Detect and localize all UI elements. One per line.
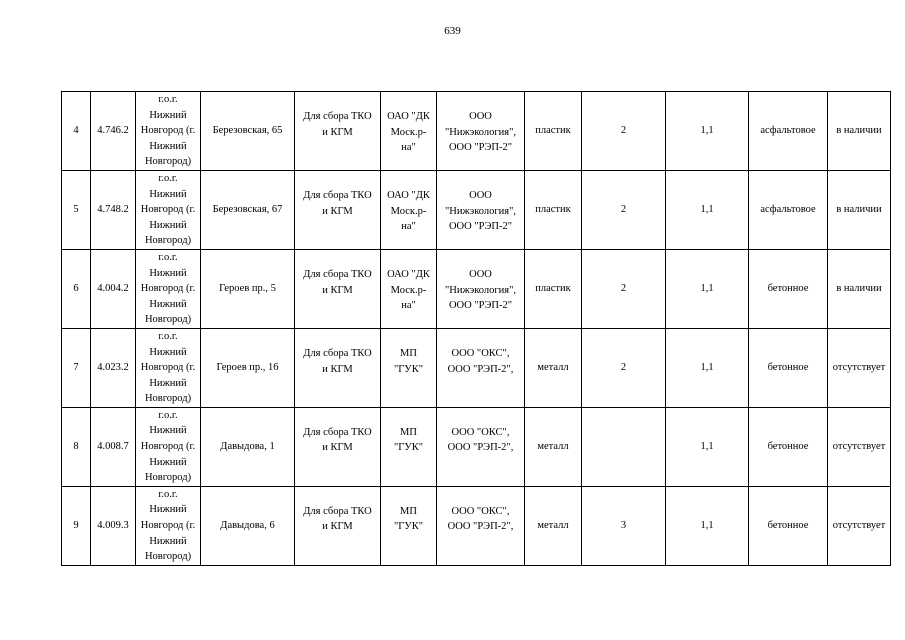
operator-cell — [437, 328, 525, 407]
owner-cell — [381, 170, 437, 249]
container-material-cell — [525, 92, 582, 171]
locality-line: Нижний — [149, 267, 187, 279]
table-row — [62, 407, 891, 486]
address-cell — [201, 92, 295, 171]
container-count-text: 3 — [620, 520, 627, 532]
owner-cell — [381, 249, 437, 328]
row-number-text: 8 — [73, 441, 79, 453]
site-code-text: 4.748.2 — [97, 204, 129, 216]
site-code-cell — [91, 486, 136, 565]
surface-type-cell — [749, 328, 828, 407]
owner-line: Моск.р- — [390, 284, 427, 296]
operator-line: ООО — [469, 111, 492, 122]
owner-line: ОАО "ДК — [387, 189, 430, 201]
locality-line: г.о.г. — [158, 94, 178, 105]
purpose-cell — [295, 170, 381, 249]
owner-line: ОАО "ДК — [387, 268, 430, 280]
table-row — [62, 92, 891, 171]
operator-line: ООО "ОКС", — [451, 347, 510, 359]
operator-line: ООО "ОКС", — [451, 505, 510, 517]
purpose-line: и КГМ — [322, 126, 353, 138]
container-material-text: металл — [537, 520, 569, 532]
address-cell — [201, 170, 295, 249]
container-volume-text: 1,1 — [700, 520, 714, 532]
container-volume-cell — [666, 170, 749, 249]
container-material-cell — [525, 407, 582, 486]
locality-line: Нижний — [149, 456, 187, 468]
purpose-line: и КГМ — [322, 363, 353, 375]
surface-type-cell — [749, 92, 828, 171]
locality-line: Новгород) — [144, 393, 192, 405]
purpose-line: Для сбора ТКО — [303, 111, 372, 122]
table-row — [62, 486, 891, 565]
purpose-line: Для сбора ТКО — [303, 505, 372, 517]
fence-status-cell — [828, 249, 891, 328]
container-volume-text: 1,1 — [700, 204, 714, 216]
locality-line: Нижний — [149, 219, 187, 231]
address-text: Давыдова, 6 — [220, 520, 275, 532]
operator-cell — [437, 170, 525, 249]
owner-cell — [381, 407, 437, 486]
container-volume-text: 1,1 — [700, 362, 714, 374]
owner-line: "ГУК" — [393, 442, 424, 454]
locality-line: г.о.г. — [158, 172, 178, 184]
container-volume-text: 1,1 — [700, 125, 714, 137]
operator-line: ООО "РЭП-2" — [448, 142, 513, 154]
site-code-cell — [91, 92, 136, 171]
locality-line: Нижний — [149, 425, 187, 437]
locality-line: Новгород) — [144, 314, 192, 326]
locality-line: Нижний — [149, 188, 187, 200]
operator-line: "Нижэкология", — [444, 284, 517, 296]
purpose-line: Для сбора ТКО — [303, 268, 372, 280]
surface-type-cell — [749, 170, 828, 249]
address-cell — [201, 328, 295, 407]
table-row — [62, 328, 891, 407]
owner-line: Моск.р- — [390, 205, 427, 217]
locality-line: Новгород (г. — [140, 125, 196, 137]
owner-line: на" — [401, 142, 416, 154]
container-volume-cell — [666, 407, 749, 486]
container-count-cell — [582, 170, 666, 249]
owner-cell — [381, 328, 437, 407]
operator-line: ООО — [469, 268, 492, 280]
locality-line: Новгород) — [144, 472, 192, 484]
operator-cell — [437, 407, 525, 486]
purpose-cell — [295, 328, 381, 407]
row-number-cell — [62, 92, 91, 171]
address-text: Березовская, 67 — [212, 204, 283, 216]
locality-line: г.о.г. — [158, 409, 178, 421]
locality-line: Новгород) — [144, 156, 192, 168]
purpose-cell — [295, 92, 381, 171]
container-count-text: 2 — [620, 283, 627, 295]
container-count-cell — [582, 407, 666, 486]
row-number-cell — [62, 328, 91, 407]
page-number: 639 — [444, 25, 461, 37]
site-code-cell — [91, 328, 136, 407]
locality-cell — [136, 328, 201, 407]
locality-line: Нижний — [149, 377, 187, 389]
container-material-text: пластик — [535, 125, 571, 137]
locality-line: Нижний — [149, 298, 187, 310]
operator-line: ООО "ОКС", — [451, 426, 510, 438]
purpose-line: Для сбора ТКО — [303, 347, 372, 359]
operator-line: ООО — [469, 189, 492, 201]
owner-line: на" — [401, 221, 416, 233]
surface-type-cell — [749, 249, 828, 328]
container-count-cell — [582, 486, 666, 565]
locality-line: Новгород (г. — [140, 362, 196, 374]
fence-status-cell — [828, 486, 891, 565]
container-count-cell — [582, 249, 666, 328]
purpose-line: и КГМ — [322, 442, 353, 454]
site-code-cell — [91, 407, 136, 486]
owner-line: МП — [400, 505, 417, 517]
container-count-text: 2 — [620, 362, 627, 374]
site-code-text: 4.023.2 — [97, 362, 129, 374]
locality-line: Нижний — [149, 140, 187, 152]
container-volume-cell — [666, 486, 749, 565]
locality-line: г.о.г. — [158, 488, 178, 500]
purpose-cell — [295, 407, 381, 486]
surface-type-text: бетонное — [767, 520, 809, 532]
container-material-cell — [525, 170, 582, 249]
owner-line: МП — [400, 347, 417, 359]
owner-line: МП — [400, 426, 417, 438]
owner-line: Моск.р- — [390, 126, 427, 138]
row-number-cell — [62, 407, 91, 486]
fence-status-cell — [828, 407, 891, 486]
locality-line: Нижний — [149, 535, 187, 547]
locality-cell — [136, 407, 201, 486]
container-material-cell — [525, 328, 582, 407]
address-text: Героев пр., 5 — [219, 283, 276, 295]
locality-line: Нижний — [149, 346, 187, 358]
locality-line: Новгород (г. — [140, 520, 196, 532]
site-code-text: 4.746.2 — [97, 125, 129, 137]
operator-cell — [437, 486, 525, 565]
row-number-text: 6 — [73, 283, 79, 295]
fence-status-text: отсутствует — [832, 520, 886, 532]
table-row — [62, 170, 891, 249]
operator-line: ООО "РЭП-2", — [447, 363, 514, 375]
container-count-text: 2 — [620, 125, 627, 137]
locality-line: г.о.г. — [158, 251, 178, 263]
operator-line: ООО "РЭП-2", — [447, 521, 514, 533]
purpose-cell — [295, 486, 381, 565]
locality-cell — [136, 249, 201, 328]
operator-line: ООО "РЭП-2" — [448, 221, 513, 233]
owner-line: "ГУК" — [393, 363, 424, 375]
owner-line: на" — [401, 300, 416, 312]
row-number-cell — [62, 170, 91, 249]
locality-cell — [136, 486, 201, 565]
surface-type-text: бетонное — [767, 362, 809, 374]
purpose-line: и КГМ — [322, 284, 353, 296]
purpose-line: и КГМ — [322, 205, 353, 217]
surface-type-text: асфальтовое — [760, 204, 816, 216]
surface-type-text: бетонное — [767, 441, 809, 453]
owner-line: "ГУК" — [393, 521, 424, 533]
container-volume-cell — [666, 249, 749, 328]
owner-cell — [381, 486, 437, 565]
site-code-text: 4.004.2 — [97, 283, 129, 295]
operator-line: ООО "РЭП-2", — [447, 442, 514, 454]
row-number-text: 7 — [73, 362, 79, 374]
locality-line: Новгород) — [144, 551, 192, 563]
locality-line: Новгород (г. — [140, 441, 196, 453]
surface-type-cell — [749, 407, 828, 486]
container-material-text: пластик — [535, 283, 571, 295]
address-text: Героев пр., 16 — [216, 362, 279, 374]
operator-cell — [437, 92, 525, 171]
surface-type-text: бетонное — [767, 283, 809, 295]
owner-cell — [381, 92, 437, 171]
container-count-cell — [582, 92, 666, 171]
address-cell — [201, 407, 295, 486]
container-volume-text: 1,1 — [700, 441, 714, 453]
row-number-cell — [62, 486, 91, 565]
container-volume-cell — [666, 328, 749, 407]
locality-line: Новгород (г. — [140, 283, 196, 295]
container-material-cell — [525, 486, 582, 565]
fence-status-cell — [828, 92, 891, 171]
operator-line: "Нижэкология", — [444, 126, 517, 138]
locality-line: Новгород) — [144, 235, 192, 247]
purpose-cell — [295, 249, 381, 328]
purpose-line: Для сбора ТКО — [303, 189, 372, 201]
locality-line: Нижний — [149, 109, 187, 121]
container-material-text: металл — [537, 362, 569, 374]
fence-status-cell — [828, 170, 891, 249]
container-material-text: металл — [537, 441, 569, 453]
fence-status-text: в наличии — [836, 283, 882, 295]
owner-line: ОАО "ДК — [387, 111, 430, 122]
table-row — [62, 249, 891, 328]
address-text: Давыдова, 1 — [220, 441, 275, 453]
container-count-cell — [582, 328, 666, 407]
locality-cell — [136, 92, 201, 171]
locality-line: Нижний — [149, 504, 187, 516]
fence-status-cell — [828, 328, 891, 407]
locality-line: Новгород (г. — [140, 204, 196, 216]
purpose-line: Для сбора ТКО — [303, 426, 372, 438]
site-code-text: 4.008.7 — [97, 441, 129, 453]
fence-status-text: в наличии — [836, 204, 882, 216]
fence-status-text: отсутствует — [832, 362, 886, 374]
address-cell — [201, 486, 295, 565]
container-count-text: 2 — [620, 204, 627, 216]
site-code-text: 4.009.3 — [97, 520, 129, 532]
surface-type-text: асфальтовое — [760, 125, 816, 137]
row-number-cell — [62, 249, 91, 328]
row-number-text: 9 — [73, 520, 79, 532]
fence-status-text: в наличии — [836, 125, 882, 137]
site-code-cell — [91, 170, 136, 249]
container-volume-cell — [666, 92, 749, 171]
container-material-text: пластик — [535, 204, 571, 216]
waste-site-table — [61, 91, 891, 566]
row-number-text: 5 — [73, 204, 79, 216]
table-body — [62, 92, 891, 566]
locality-line: г.о.г. — [158, 330, 178, 342]
operator-line: "Нижэкология", — [444, 205, 517, 217]
container-material-cell — [525, 249, 582, 328]
fence-status-text: отсутствует — [832, 441, 886, 453]
address-text: Березовская, 65 — [212, 125, 283, 137]
site-code-cell — [91, 249, 136, 328]
container-volume-text: 1,1 — [700, 283, 714, 295]
locality-cell — [136, 170, 201, 249]
address-cell — [201, 249, 295, 328]
operator-line: ООО "РЭП-2" — [448, 300, 513, 312]
operator-cell — [437, 249, 525, 328]
row-number-text: 4 — [73, 125, 79, 137]
surface-type-cell — [749, 486, 828, 565]
purpose-line: и КГМ — [322, 521, 353, 533]
